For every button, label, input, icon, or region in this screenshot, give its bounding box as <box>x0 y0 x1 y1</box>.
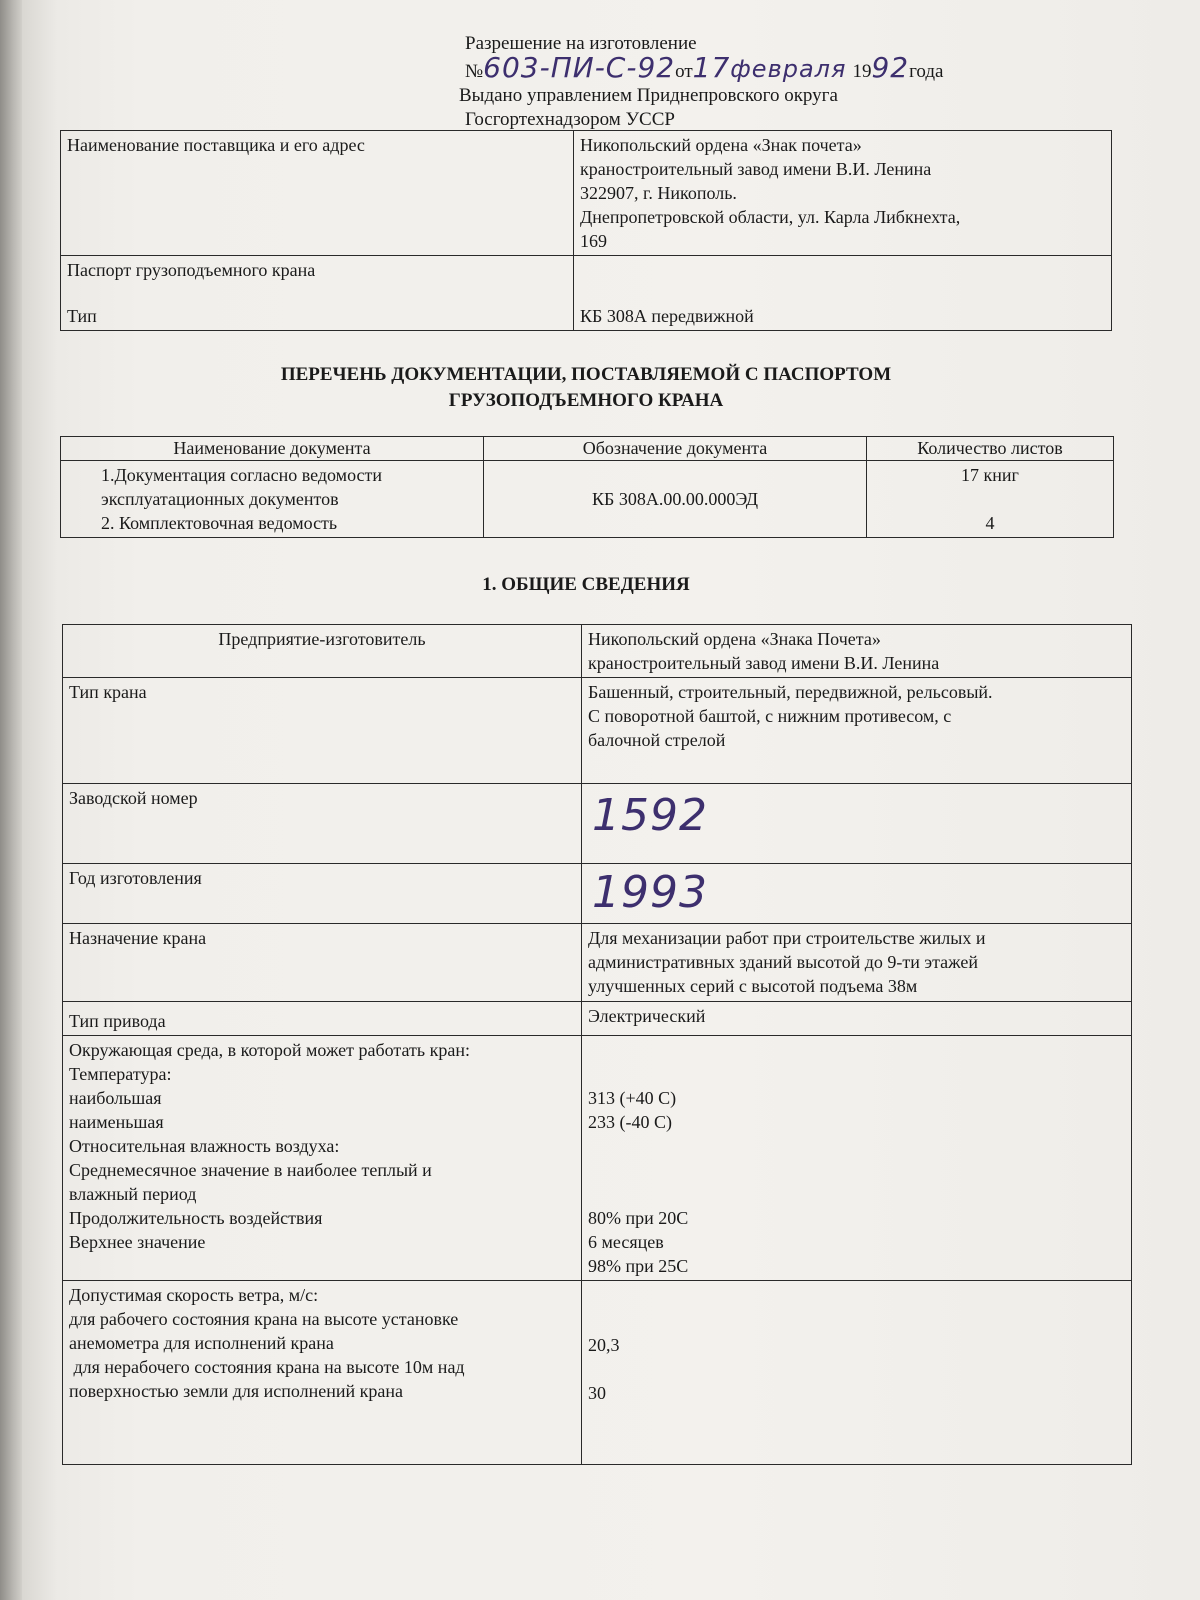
environment-label: Окружающая среда, в которой может работать кран: Температура: наибольшая наименьшая Относительная влажность воздуха: Среднемесячное значение в наиболее теплый и влажный период Продолжительность воздействия Верхнее значение <box>63 1036 582 1281</box>
permit-day-handwritten: 17 <box>692 51 731 84</box>
purpose-value: Для механизации работ при строительстве жилых и административных зданий высотой до 9-ти этажей улучшенных серий с высотой подъема 38м <box>582 924 1132 1002</box>
manufacturer-value: Никопольский ордена «Знака Почета» краностроительный завод имени В.И. Ленина <box>582 625 1132 678</box>
type-value: КБ 308А передвижной <box>574 256 1112 331</box>
permit-year-suffix: года <box>909 61 944 82</box>
supplier-table <box>60 130 1112 331</box>
docs-count-1: 17 книг <box>961 465 1019 485</box>
docs-row-names: 1.Документация согласно ведомости эксплуатационных документов 2. Комплектовочная ведомость <box>61 461 484 538</box>
env-hum-top: 98% при 25С <box>588 1256 689 1276</box>
year-value-handwritten: 1993 <box>582 864 1132 924</box>
permit-number-handwritten: 603-ПИ-С-92 <box>483 51 676 84</box>
docs-header-name: Наименование документа <box>61 437 484 461</box>
permit-month-handwritten: февраля <box>730 55 847 83</box>
drive-value: Электрический <box>582 1002 1132 1036</box>
wind-label: Допустимая скорость ветра, м/с: для рабочего состояния крана на высоте установке анемометра для исполнений крана для нерабочего состояния крана на высоте 10м над поверхностью земли для исполнений крана <box>63 1281 582 1465</box>
permit-no-prefix: № <box>465 61 484 82</box>
permit-year-printed: 19 <box>852 61 872 82</box>
docs-header-designation: Обозначение документа <box>484 437 867 461</box>
permit-line-4: Госгортехнадзором УССР <box>465 109 675 130</box>
wind-work: 20,3 <box>588 1335 620 1355</box>
crane-type-label: Тип крана <box>63 678 582 784</box>
env-temp-min: 233 (-40 С) <box>588 1112 672 1132</box>
purpose-label: Назначение крана <box>63 924 582 1002</box>
crane-type-value: Башенный, строительный, передвижной, рельсовый. С поворотной баштой, с нижним противесом, с балочной стрелой <box>582 678 1132 784</box>
serial-value-handwritten: 1592 <box>582 784 1132 864</box>
year-label: Год изготовления <box>63 864 582 924</box>
general-heading: 1. ОБЩИЕ СВЕДЕНИЯ <box>482 574 690 595</box>
docs-designation: КБ 308А.00.00.000ЭД <box>484 461 867 538</box>
docs-header-count: Количество листов <box>867 437 1114 461</box>
drive-label: Тип привода <box>63 1002 582 1036</box>
type-label: Тип <box>67 306 97 326</box>
passport-type-labels <box>61 256 574 331</box>
permit-line-1: Разрешение на изготовление <box>465 33 697 54</box>
docs-heading: ПЕРЕЧЕНЬ ДОКУМЕНТАЦИИ, ПОСТАВЛЯЕМОЙ С ПАСПОРТОМ ГРУЗОПОДЪЕМНОГО КРАНА <box>280 364 892 411</box>
env-hum-avg: 80% при 20С <box>588 1208 689 1228</box>
permit-line-3: Выдано управлением Приднепровского округа <box>459 85 838 106</box>
wind-values <box>582 1281 1132 1465</box>
wind-idle: 30 <box>588 1383 606 1403</box>
docs-count-2: 4 <box>985 513 995 533</box>
permit-from: от <box>675 61 693 82</box>
permit-year-handwritten: 92 <box>871 51 910 84</box>
passport-label: Паспорт грузоподъемного крана <box>67 260 316 280</box>
environment-values <box>582 1036 1132 1281</box>
env-temp-max: 313 (+40 С) <box>588 1088 677 1108</box>
general-table <box>62 624 1132 1465</box>
env-hum-dur: 6 месяцев <box>588 1232 664 1252</box>
permit-header <box>459 32 944 132</box>
supplier-name-label: Наименование поставщика и его адрес <box>61 131 574 256</box>
manufacturer-label: Предприятие-изготовитель <box>63 625 582 678</box>
permit-number-line <box>465 51 944 84</box>
docs-table <box>60 436 1114 538</box>
docs-counts <box>867 461 1114 538</box>
binding-shadow <box>0 0 22 1600</box>
supplier-name-value: Никопольский ордена «Знак почета» краностроительный завод имени В.И. Ленина 322907, г. Никополь. Днепропетровской области, ул. Карла Либкнехта, 169 <box>574 131 1112 256</box>
serial-label: Заводской номер <box>63 784 582 864</box>
